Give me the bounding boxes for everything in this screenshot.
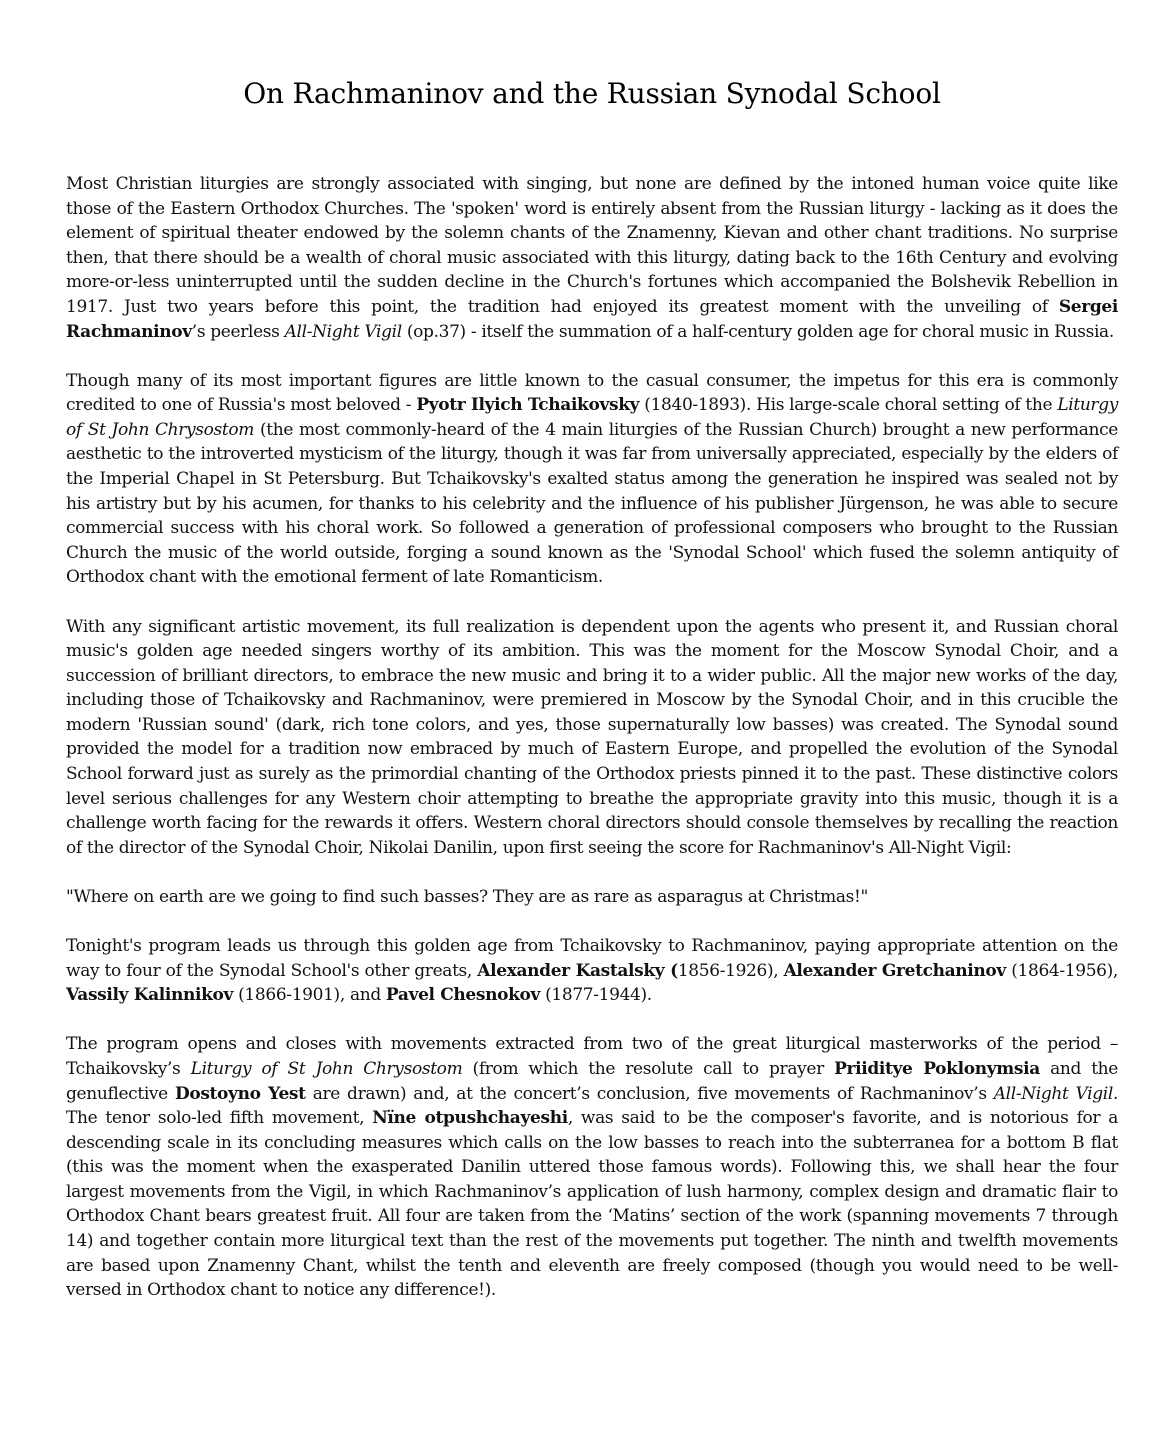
text-run: Tonight's program leads us through this golden age from Tchaikovsky to Rachmaninov, paying appropriate attention on the way to four of the Synodal School's other greats,	[66, 936, 1118, 981]
work-title-all-night-vigil: All-Night Vigil.	[993, 1083, 1119, 1104]
movement-dostoyno: Dostoyno Yest	[174, 1083, 306, 1104]
text-run: Though many of its most important figures are little known to the casual consumer, the impetus for this era is commonly credited to one of Russia's most beloved -	[66, 370, 1118, 416]
movement-nine-otpushchayeshi: Nïne otpushchayeshi	[372, 1108, 568, 1129]
text-run: are drawn) and, at the concert’s conclusion, five movements of Rachmaninov’s	[305, 1083, 994, 1104]
text-run: (1840-1893). His large-scale choral setting of the	[639, 395, 1058, 416]
name-kalinnikov: Vassily Kalinnikov	[66, 985, 234, 1006]
name-gretchaninov: Alexander Gretchaninov	[783, 960, 1006, 981]
paragraph-quote	[66, 885, 1118, 910]
text-run: and the genuflective	[66, 1058, 1118, 1104]
name-tchaikovsky: Pyotr Ilyich Tchaikovsky	[416, 395, 640, 416]
name-chesnokov: Pavel Chesnokov	[385, 985, 541, 1006]
work-title-liturgy: Liturgy of St John Chrysostom	[190, 1058, 463, 1079]
document-title: On Rachmaninov and the Russian Synodal School	[243, 77, 941, 110]
movement-priiditye: Priiditye Poklonymsia	[834, 1058, 1040, 1079]
document-body	[66, 172, 1118, 1303]
paragraph-intro	[66, 172, 1118, 344]
text-run: Most Christian liturgies are strongly associated with singing, but none are defined by the intoned human voice quite like those of the Eastern Orthodox Churches. The 'spoken' word is entirely absent from the Russian liturgy - lacking as it does the element of spiritual theater endowed by the solemn chants of the Znamenny, Kievan and other chant traditions. No surprise then, that there should be a wealth of choral music associated with this liturgy, dating back to the 16th Century and evolving more-or-less uninterrupted until the sudden decline in the Church's fortunes which accompanied the Bolshevik Rebellion in 1917. Just two years before this point, the tradition had enjoyed its greatest moment with the unveiling of	[66, 174, 1118, 317]
text-run: 1856-1926),	[677, 960, 784, 981]
text-run: , was said to be the composer's favorite, and is notorious for a descending scale in its concluding measures which calls on the low basses to reach into the subterranea for a bottom B flat (this was the moment when the exasperated Danilin uttered those famous words). Following this, we shall hear the four largest movements from the Vigil, in which Rachmaninov’s application of lush harmony, complex design and dramatic flair to Orthodox Chant bears greatest fruit. All four are taken from the ‘Matins’ section of the work (spanning movements 7 through 14) and together contain more liturgical text than the rest of the movements put together. The ninth and twelfth movements are based upon Znamenny Chant, whilst the tenth and eleventh are freely composed (though you would need to be well-versed in Orthodox chant to notice any difference!).	[66, 1108, 1118, 1301]
text-run: The tenor solo-led fifth movement,	[66, 1108, 373, 1129]
work-title-liturgy: Liturgy of St John Chrysostom	[66, 395, 1118, 440]
text-run: (1877-1944).	[540, 985, 652, 1006]
text-run: (from which the resolute call to prayer	[462, 1058, 835, 1079]
name-kastalsky: Alexander Kastalsky (	[477, 960, 678, 981]
paragraph-tchaikovsky	[66, 369, 1118, 590]
text-run: (1866-1901), and	[233, 985, 386, 1006]
quote-text: "Where on earth are we going to find such basses? They are as rare as asparagus at Christmas!"	[66, 886, 869, 907]
text-run: ’s peerless	[191, 321, 285, 342]
text-run: (the most commonly-heard of the 4 main liturgies of the Russian Church) brought a new performance aesthetic to the introverted mysticism of the liturgy, though it was far from universally appreciated, especially by the elders of the Imperial Chapel in St Petersburg. But Tchaikovsky's exalted status among the generation he inspired was sealed not by his artistry but by his acumen, for thanks to his celebrity and the influence of his publisher Jürgenson, he was able to secure commercial success with his choral work. So followed a generation of professional composers who brought to the Russian Church the music of the world outside, forging a sound known as the 'Synodal School' which fused the solemn antiquity of Orthodox chant with the emotional ferment of late Romanticism.	[66, 419, 1119, 588]
paragraph-synodal-choir	[66, 615, 1118, 861]
paragraph-movements	[66, 1032, 1118, 1303]
name-rachmaninov: Sergei Rachmaninov	[66, 296, 1118, 342]
text-run: With any significant artistic movement, its full realization is dependent upon the agents who present it, and Russian choral music's golden age needed singers worthy of its ambition. This was the moment for the Moscow Synodal Choir, and a succession of brilliant directors, to embrace the new music and bring it to a wider public. All the major new works of the day, including those of Tchaikovsky and Rachmaninov, were premiered in Moscow by the Synodal Choir, and in this crucible the modern 'Russian sound' (dark, rich tone colors, and yes, those supernaturally low basses) was created. The Synodal sound provided the model for a tradition now embraced by much of Eastern Europe, and propelled the evolution of the Synodal School forward just as surely as the primordial chanting of the Orthodox priests pinned it to the past. These distinctive colors level serious challenges for any Western choir attempting to breathe the appropriate gravity into this music, though it is a challenge worth facing for the rewards it offers. Western choral directors should console themselves by recalling the reaction of the director of the Synodal Choir, Nikolai Danilin, upon first seeing the score for Rachmaninov's All-Night Vigil:	[66, 616, 1118, 858]
paragraph-program	[66, 934, 1118, 1008]
text-run: The program opens and closes with movements extracted from two of the great liturgical masterworks of the period – Tchaikovsky’s	[66, 1034, 1118, 1079]
text-run: (1864-1956),	[1005, 960, 1118, 981]
text-run: (op.37) - itself the summation of a half-century golden age for choral music in Russia.	[401, 321, 1114, 342]
work-title-all-night-vigil: All-Night Vigil	[284, 321, 402, 342]
